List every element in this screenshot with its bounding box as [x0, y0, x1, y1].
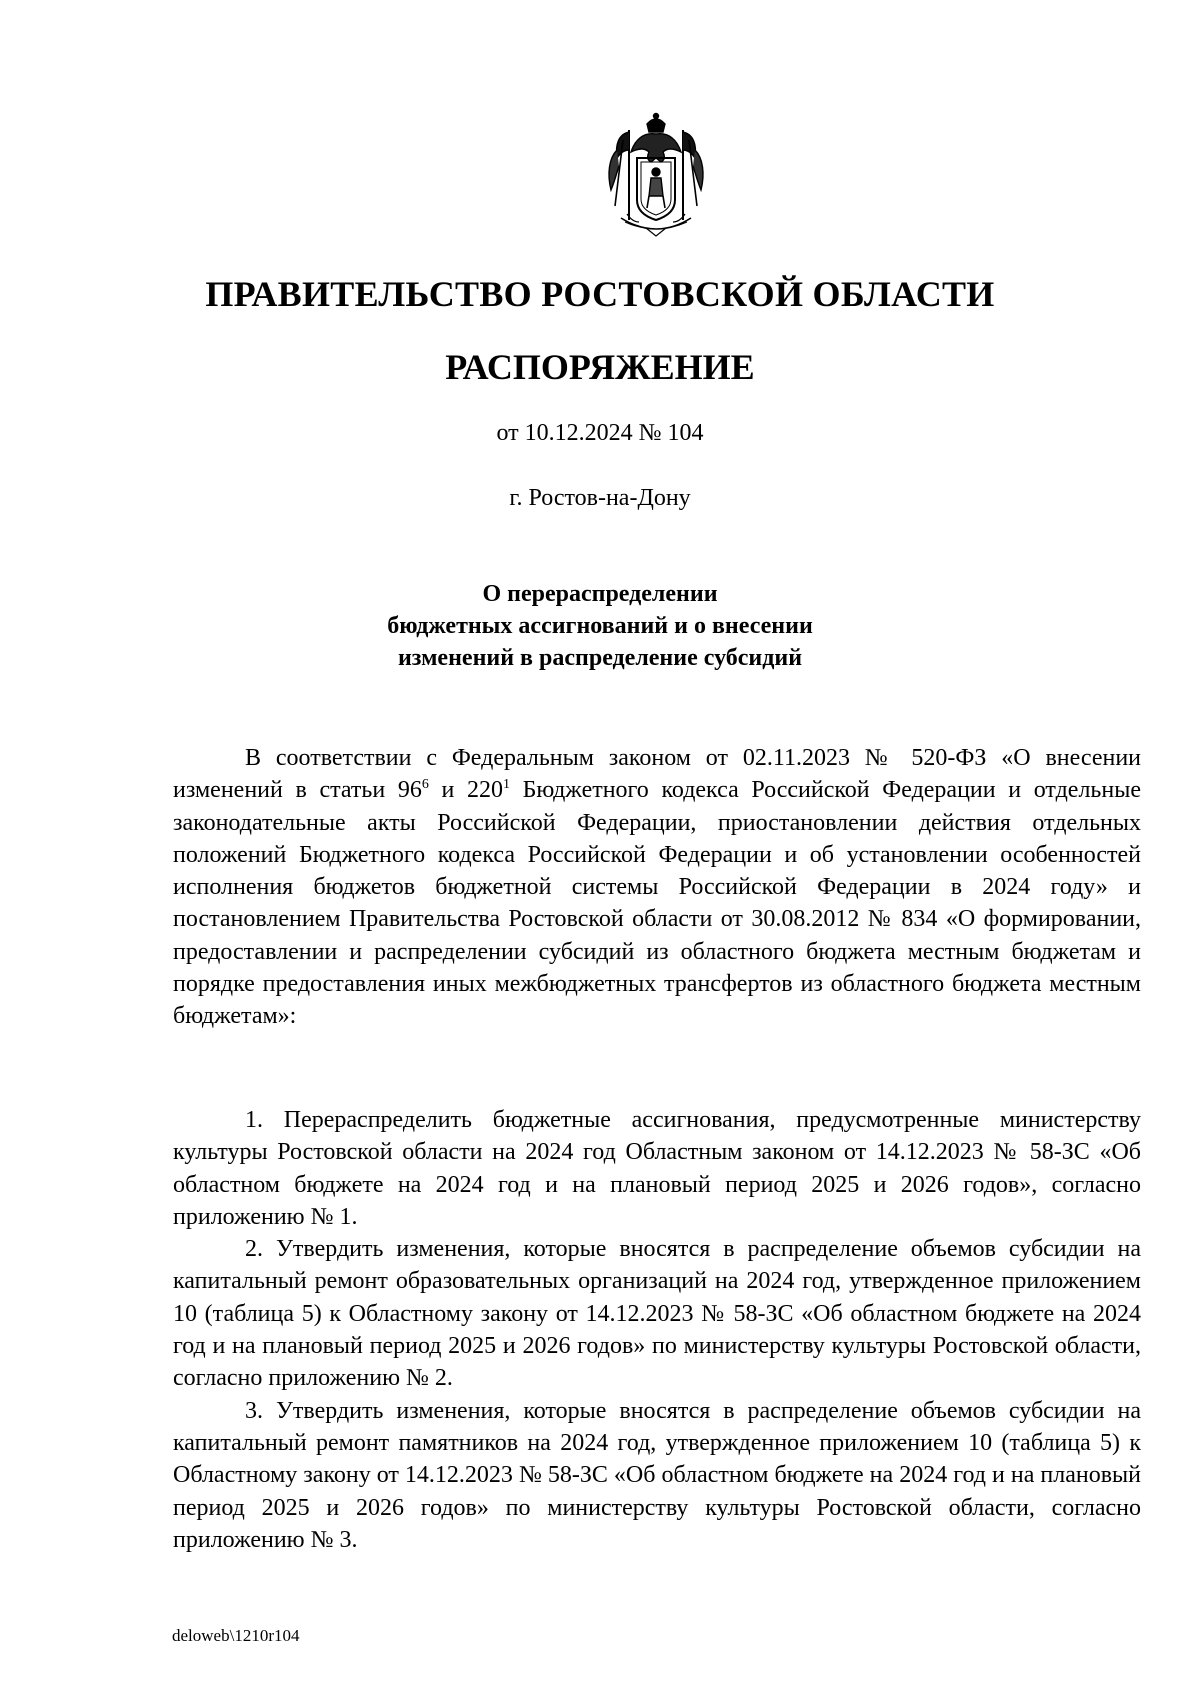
- subject-line: изменений в распределение субсидий: [397, 645, 803, 671]
- preamble-paragraph: [173, 742, 1141, 1033]
- superscript: 6: [421, 777, 429, 793]
- document-subject: [0, 578, 1200, 674]
- superscript: 1: [502, 777, 510, 793]
- subject-line: О перераспределении: [482, 581, 718, 607]
- preamble-text: [173, 742, 1141, 1033]
- subject-line: бюджетных ассигнований и о внесении: [387, 613, 813, 639]
- order-items: [173, 1104, 1141, 1556]
- preamble-part: и 220: [428, 777, 503, 804]
- preamble-part: Бюджетного кодекса Российской Федерации и отдельные законодательные акты Российской Федерации, приостановлении действия отдельных положений Бюджетного кодекса Российской Федерации и об установлении особенностей исполнения бюджетов бюджетной системы Российской Федерации в 2024 году» и постановлением Правительства Ростовской области от 30.08.2012 № 834 «О формировании, предоставлении и распределении субсидий из областного бюджета местным бюджетам и порядке предоставления иных межбюджетных трансфертов из областного бюджета местным бюджетам»:: [173, 777, 1141, 1030]
- document-city: г. Ростов-на-Дону: [509, 485, 691, 511]
- organization-title: ПРАВИТЕЛЬСТВО РОСТОВСКОЙ ОБЛАСТИ: [205, 274, 995, 314]
- footer-document-code: deloweb\1210r104: [172, 1626, 300, 1645]
- order-item-2: 2. Утвердить изменения, которые вносятся в распределение объемов субсидии на капитальный ремонт образовательных организаций на 2024 год, утвержденное приложением 10 (таблица 5) к Областному закону от 14.12.2023 № 58-ЗС «Об областном бюджете на 2024 год и на плановый период 2025 и 2026 годов» по министерству культуры Ростовской области, согласно приложению № 2.: [173, 1236, 1141, 1392]
- preamble-part: В соответствии с Федеральным законом от 02.11.2023 № 520-ФЗ «О внесении изменений в статьи 96: [173, 745, 1141, 804]
- order-item-3: 3. Утвердить изменения, которые вносятся в распределение объемов субсидии на капитальный ремонт памятников на 2024 год, утвержденное приложением 10 (таблица 5) к Областному закону от 14.12.2023 № 58-ЗС «Об областном бюджете на 2024 год и на плановый период 2025 и 2026 годов» по министерству культуры Ростовской области, согласно приложению № 3.: [173, 1397, 1141, 1553]
- rostov-oblast-coat-of-arms-icon: [601, 110, 711, 245]
- document-type-title: РАСПОРЯЖЕНИЕ: [445, 347, 755, 387]
- document-date-number: от 10.12.2024 № 104: [496, 420, 704, 446]
- order-item-1: 1. Перераспределить бюджетные ассигнования, предусмотренные министерству культуры Ростовской области на 2024 год Областным законом от 14.12.2023 № 58-ЗС «Об областном бюджете на 2024 год и на плановый период 2025 и 2026 годов», согласно приложению № 1.: [173, 1107, 1141, 1230]
